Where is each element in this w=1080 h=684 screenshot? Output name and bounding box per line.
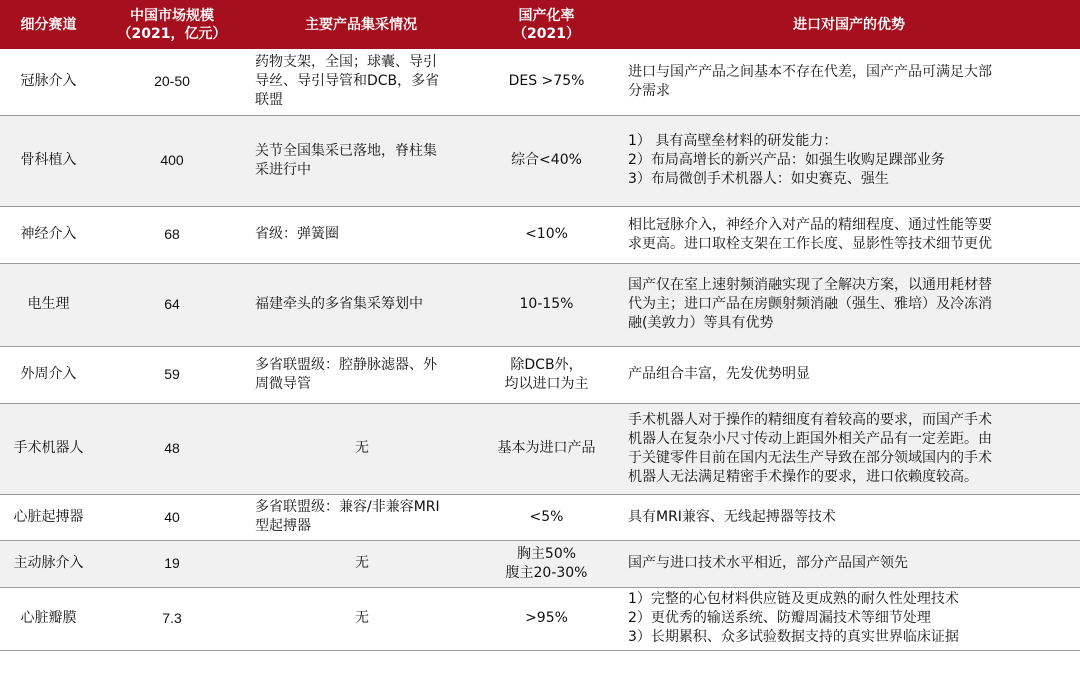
procurement-cell-line: 联盟 [255, 92, 283, 109]
localization-rate-cell-line: <10% [525, 226, 568, 242]
header-rate-line1: 国产化率 [518, 7, 575, 24]
localization-rate-cell [475, 403, 618, 494]
segment-cell: 主动脉介入 [0, 540, 97, 587]
procurement-cell [247, 403, 475, 494]
table-row [0, 403, 1080, 494]
procurement-cell-line: 省级：弹簧圈 [255, 226, 339, 242]
advantage-cell [618, 346, 1080, 403]
advantage-cell-line: 2）更优秀的输送系统、防瓣周漏技术等细节处理 [628, 610, 931, 626]
localization-rate-cell-line: >95% [525, 610, 568, 626]
localization-rate-cell-line: <5% [529, 508, 564, 525]
localization-rate-cell-line: 胸主50% [516, 545, 577, 562]
table-row [0, 587, 1080, 650]
advantage-cell-line: 进口与国产产品之间基本不存在代差，国产产品可满足大部 [628, 63, 992, 80]
advantage-cell-line: 机器人无法满足精密手术操作的要求，进口依赖度较高。 [628, 468, 978, 485]
market-size-cell: 19 [97, 540, 247, 587]
advantage-cell-line: 分需求 [628, 82, 670, 99]
advantage-cell-line: 产品组合丰富，先发优势明显 [628, 366, 810, 382]
procurement-cell [247, 49, 475, 115]
header-row [0, 0, 1080, 49]
localization-rate-cell [475, 346, 618, 403]
localization-rate-cell-line: DES >75% [508, 73, 585, 90]
segment-cell: 心脏起搏器 [0, 494, 97, 540]
header-size-line1: 中国市场规模 [130, 7, 214, 24]
advantage-cell-line: 融(美敦力）等具有优势 [628, 315, 774, 331]
header-rate-line2: （2021） [513, 25, 580, 42]
segment-cell: 骨科植入 [0, 115, 97, 206]
table-header [0, 0, 1080, 49]
procurement-cell-line: 周微导管 [255, 375, 311, 392]
table-row [0, 494, 1080, 540]
advantage-cell-line: 代为主；进口产品在房颤射频消融（强生、雅培）及冷冻消 [628, 296, 992, 312]
procurement-cell-line: 关节全国集采已落地，脊柱集 [255, 142, 437, 159]
header-localization-rate [475, 0, 618, 49]
procurement-cell [247, 346, 475, 403]
procurement-cell-line: 导丝、导引导管和DCB，多省 [255, 73, 440, 90]
procurement-cell [247, 494, 475, 540]
procurement-cell-line: 无 [355, 555, 369, 571]
header-segment: 细分赛道 [0, 0, 97, 49]
advantage-cell-line: 机器人在复杂小尺寸传动上距国外相关产品有一定差距。由 [628, 430, 992, 447]
table-row [0, 206, 1080, 263]
localization-rate-cell [475, 206, 618, 263]
procurement-cell [247, 540, 475, 587]
procurement-cell-line: 无 [355, 440, 369, 456]
header-procurement: 主要产品集采情况 [247, 0, 475, 49]
table-body [0, 49, 1080, 650]
market-size-cell: 64 [97, 263, 247, 346]
market-size-cell: 400 [97, 115, 247, 206]
localization-rate-cell-line: 10-15% [519, 296, 574, 312]
procurement-cell-line: 采进行中 [255, 161, 311, 178]
advantage-cell [618, 115, 1080, 206]
advantage-cell [618, 587, 1080, 650]
advantage-cell-line: 于关键零件目前在国内无法生产导致在部分领域国内的手术 [628, 449, 992, 466]
header-size-line2: （2021，亿元） [117, 25, 227, 42]
advantage-cell [618, 263, 1080, 346]
localization-rate-cell-line: 基本为进口产品 [497, 440, 596, 456]
advantage-cell-line: 相比冠脉介入，神经介入对产品的精细程度、通过性能等要 [628, 216, 992, 233]
table-row [0, 263, 1080, 346]
table-row [0, 346, 1080, 403]
procurement-cell-line: 福建牵头的多省集采筹划中 [255, 296, 423, 312]
localization-rate-cell-line: 均以进口为主 [504, 375, 589, 392]
localization-rate-cell [475, 115, 618, 206]
advantage-cell [618, 206, 1080, 263]
market-size-cell: 59 [97, 346, 247, 403]
advantage-cell [618, 540, 1080, 587]
localization-rate-cell-line: 腹主20-30% [505, 564, 588, 581]
advantage-cell-line: 2）布局高增长的新兴产品：如强生收购足踝部业务 [628, 152, 945, 168]
table-row [0, 49, 1080, 115]
advantage-cell-line: 1）完整的心包材料供应链及更成熟的耐久性处理技术 [628, 591, 959, 607]
table-row [0, 115, 1080, 206]
procurement-cell-line: 多省联盟级：兼容/非兼容MRI [255, 499, 440, 515]
market-size-cell: 7.3 [97, 587, 247, 650]
advantage-cell-line: 1） 具有高壁垒材料的研发能力： [628, 133, 838, 149]
localization-rate-cell [475, 49, 618, 115]
advantage-cell-line: 手术机器人对于操作的精细度有着较高的要求，而国产手术 [628, 411, 992, 428]
procurement-cell-line: 药物支架，全国；球囊、导引 [255, 54, 437, 71]
header-advantage: 进口对国产的优势 [618, 0, 1080, 49]
procurement-cell-line: 无 [355, 610, 369, 626]
segment-cell: 冠脉介入 [0, 49, 97, 115]
procurement-cell [247, 587, 475, 650]
market-size-cell: 40 [97, 494, 247, 540]
market-size-cell: 20-50 [97, 49, 247, 115]
advantage-cell-line: 国产仅在室上速射频消融实现了全解决方案，以通用耗材替 [628, 277, 992, 293]
localization-rate-cell-line: 综合<40% [511, 152, 582, 168]
advantage-cell [618, 494, 1080, 540]
localization-rate-cell [475, 494, 618, 540]
advantage-cell-line: 求更高。进口取栓支架在工作长度、显影性等技术细节更优 [628, 235, 992, 252]
table-row [0, 540, 1080, 587]
segment-cell: 外周介入 [0, 346, 97, 403]
procurement-cell [247, 115, 475, 206]
advantage-cell [618, 49, 1080, 115]
segment-cell: 手术机器人 [0, 403, 97, 494]
advantage-cell-line: 3）长期累积、众多试验数据支持的真实世界临床证据 [628, 629, 959, 645]
market-size-cell: 48 [97, 403, 247, 494]
procurement-cell-line: 型起搏器 [255, 518, 311, 534]
advantage-cell [618, 403, 1080, 494]
advantage-cell-line: 具有MRI兼容、无线起搏器等技术 [628, 508, 836, 525]
segment-cell: 心脏瓣膜 [0, 587, 97, 650]
localization-rate-cell [475, 263, 618, 346]
localization-rate-cell [475, 587, 618, 650]
localization-rate-cell [475, 540, 618, 587]
procurement-cell [247, 263, 475, 346]
market-size-cell: 68 [97, 206, 247, 263]
segment-cell: 电生理 [0, 263, 97, 346]
procurement-cell-line: 多省联盟级：腔静脉滤器、外 [255, 356, 437, 373]
advantage-cell-line: 国产与进口技术水平相近，部分产品国产领先 [628, 555, 908, 571]
header-market-size [97, 0, 247, 49]
segment-cell: 神经介入 [0, 206, 97, 263]
advantage-cell-line: 3）布局微创手术机器人：如史赛克、强生 [628, 171, 889, 187]
procurement-cell [247, 206, 475, 263]
localization-rate-cell-line: 除DCB外， [510, 356, 583, 373]
